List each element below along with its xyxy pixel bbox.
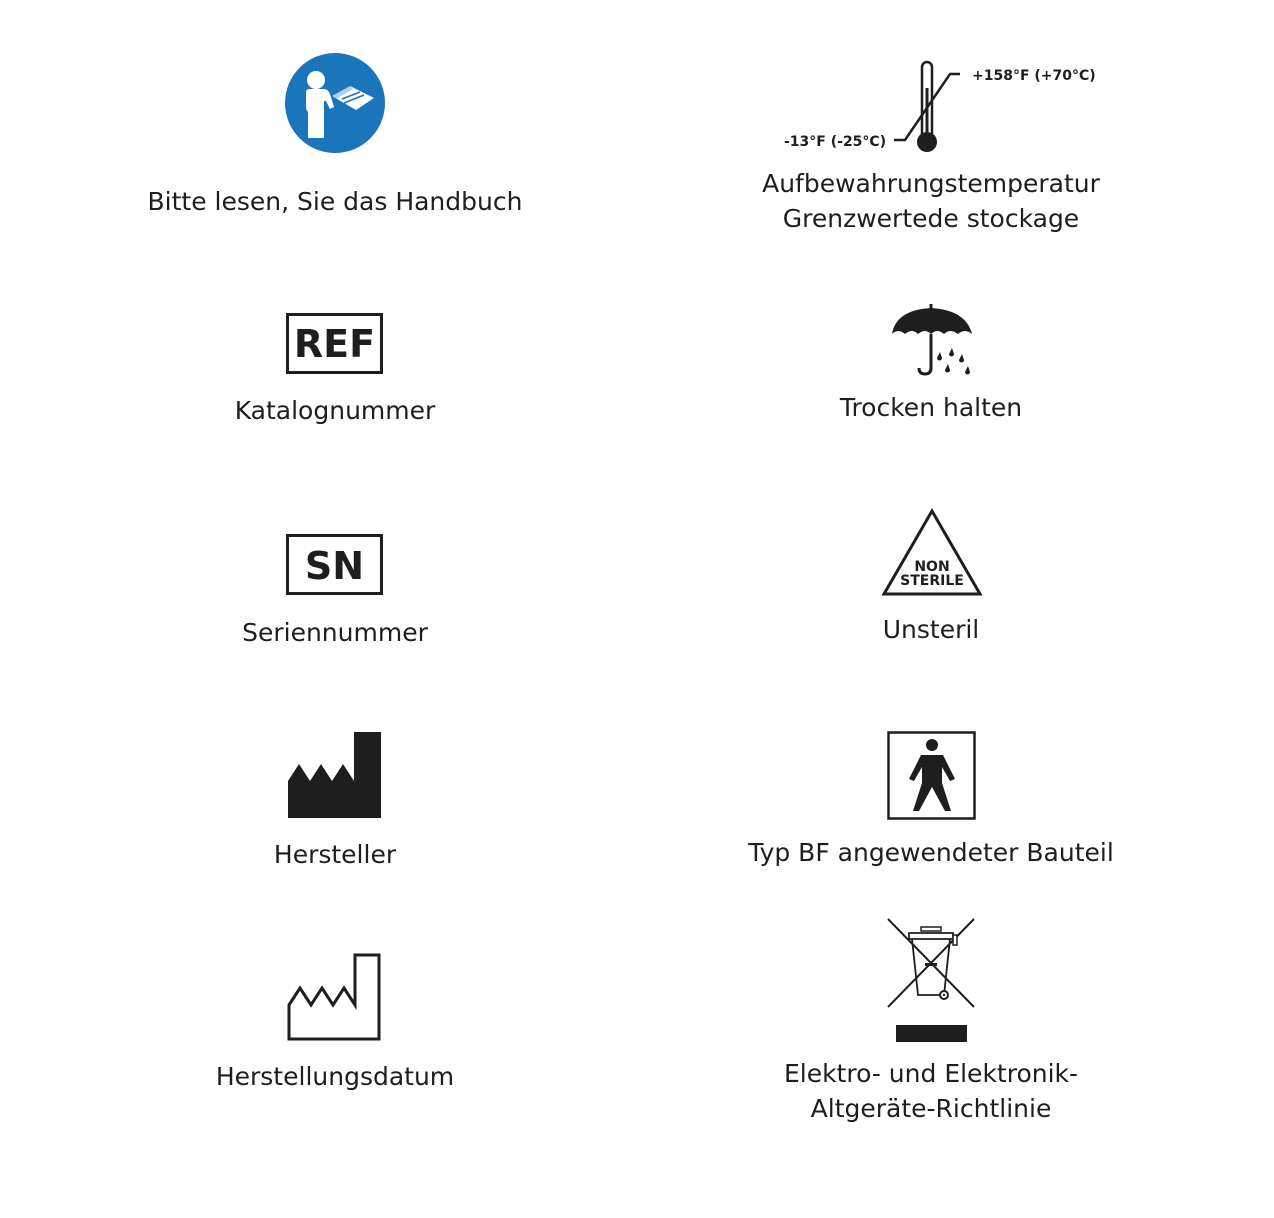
read-manual-icon	[284, 52, 386, 154]
nonsterile-label: Unsteril	[882, 615, 980, 644]
non-sterile-triangle-icon	[881, 508, 983, 597]
ref-box-text: REF	[293, 322, 376, 366]
temperature-label-line2: Grenzwertede stockage	[782, 204, 1080, 233]
bf-label: Typ BF angewendeter Bauteil	[748, 838, 1114, 867]
weee-label	[686, 1056, 1176, 1126]
dry-label: Trocken halten	[839, 393, 1023, 422]
ref-label: Katalognummer	[234, 396, 436, 425]
factory-filled-icon	[287, 731, 383, 819]
temperature-label	[686, 166, 1176, 236]
thermometer-icon	[770, 58, 1100, 158]
weee-label-line1: Elektro- und Elektronik-	[783, 1059, 1079, 1088]
sn-label: Seriennummer	[242, 618, 428, 647]
ref-box-icon	[286, 313, 383, 374]
manufacturer-label: Hersteller	[273, 840, 397, 869]
temp-upper-limit: +158°F (+70°C)	[972, 68, 1096, 84]
manual-label: Bitte lesen, Sie das Handbuch	[147, 187, 523, 216]
type-bf-person-icon	[887, 731, 977, 821]
weee-label-line2: Altgeräte-Richtlinie	[810, 1094, 1052, 1123]
sn-box-icon	[286, 534, 383, 595]
factory-outline-icon	[287, 953, 383, 1041]
temperature-label-line1: Aufbewahrungstemperatur	[762, 169, 1100, 198]
mfg-date-label: Herstellungsdatum	[215, 1062, 455, 1091]
non-sterile-line1: NON	[914, 559, 950, 575]
temp-lower-limit: -13°F (-25°C)	[784, 134, 887, 150]
crossed-bin-icon	[885, 917, 977, 1045]
umbrella-rain-icon	[888, 302, 976, 378]
non-sterile-line2: STERILE	[900, 573, 964, 589]
sn-box-text: SN	[304, 544, 365, 588]
